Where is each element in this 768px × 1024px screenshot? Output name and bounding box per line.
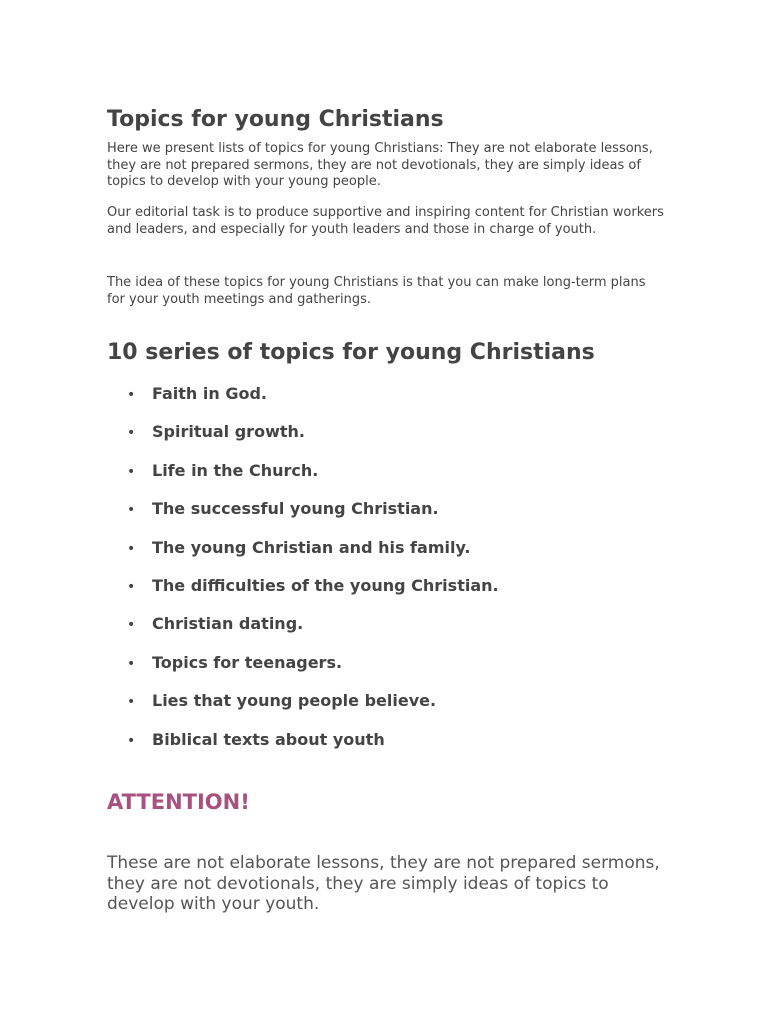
bullet-icon: • bbox=[127, 540, 136, 557]
list-item bbox=[107, 613, 667, 651]
list-item bbox=[107, 690, 667, 728]
topic-label: Life in the Church. bbox=[152, 460, 319, 480]
topic-label: Christian dating. bbox=[152, 614, 304, 634]
topic-label: The young Christian and his family. bbox=[152, 537, 471, 557]
topic-label: Biblical texts about youth bbox=[152, 729, 385, 749]
bullet-icon: • bbox=[127, 463, 136, 480]
list-item bbox=[107, 421, 667, 459]
list-item bbox=[107, 537, 667, 575]
bullet-icon: • bbox=[127, 732, 136, 749]
bullet-icon: • bbox=[127, 655, 136, 672]
closing-paragraph: These are not elaborate lessons, they are not prepared sermons, they are not devotionals, they are simply ideas of topics to develop with your youth. bbox=[107, 853, 660, 914]
intro-paragraph-2: Our editorial task is to produce supportive and inspiring content for Christian workers and leaders, and especially for youth leaders and those in charge of youth. bbox=[107, 205, 664, 237]
series-heading: 10 series of topics for young Christians bbox=[107, 340, 595, 365]
topic-label: Lies that young people believe. bbox=[152, 691, 437, 711]
topic-label: The difficulties of the young Christian. bbox=[152, 575, 499, 595]
bullet-icon: • bbox=[127, 617, 136, 634]
list-item bbox=[107, 383, 667, 421]
list-item bbox=[107, 575, 667, 613]
intro-paragraph-3: The idea of these topics for young Christians is that you can make long-term plans for your youth meetings and gatherings. bbox=[107, 275, 646, 307]
bullet-icon: • bbox=[127, 502, 136, 519]
list-item bbox=[107, 460, 667, 498]
page-title: Topics for young Christians bbox=[107, 107, 444, 132]
attention-heading: ATTENTION! bbox=[107, 790, 250, 814]
topic-label: Topics for teenagers. bbox=[152, 652, 343, 672]
topic-label: Spiritual growth. bbox=[152, 422, 305, 442]
topic-label: Faith in God. bbox=[152, 384, 267, 403]
list-item bbox=[107, 498, 667, 536]
bullet-icon: • bbox=[127, 578, 136, 595]
intro-paragraph-1: Here we present lists of topics for young Christians: They are not elaborate lessons, they are not prepared sermons, they are not devotionals, they are simply ideas of topics to develop with your young people. bbox=[107, 141, 653, 189]
bullet-icon: • bbox=[127, 425, 136, 442]
topic-label: The successful young Christian. bbox=[152, 499, 439, 519]
bullet-icon: • bbox=[127, 387, 136, 403]
list-item bbox=[107, 652, 667, 690]
topic-list bbox=[107, 383, 667, 767]
bullet-icon: • bbox=[127, 694, 136, 711]
list-item bbox=[107, 729, 667, 767]
